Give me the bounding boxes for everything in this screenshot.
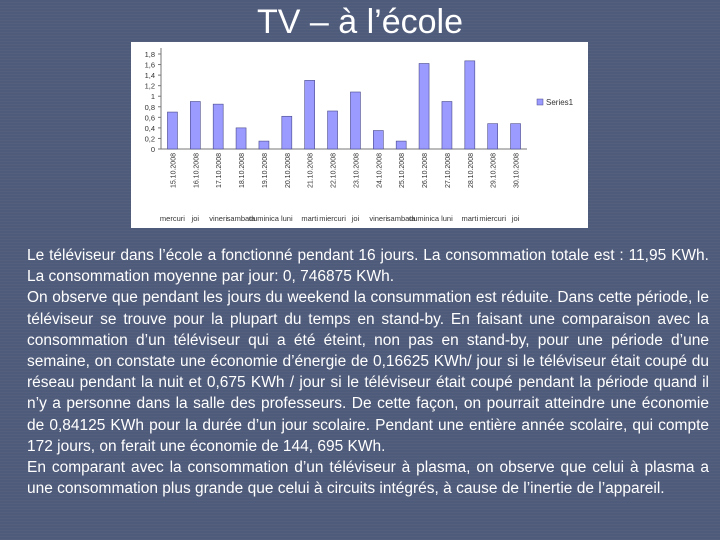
x-date-label: 18.10.2008 — [239, 153, 247, 189]
x-date-label: 19.10.2008 — [261, 153, 269, 189]
paragraph-1: Le téléviseur dans l’école a fonctionné pendant 16 jours. La consommation totale est : 11,95 KWh. La consommation moyenne par jour: 0, 746875 KWh. — [27, 247, 709, 286]
bar — [465, 61, 475, 149]
bar — [213, 104, 223, 149]
legend-swatch — [537, 99, 543, 105]
x-date-label: 15.10.2008 — [170, 153, 178, 189]
x-day-label: vineri — [209, 214, 228, 223]
x-date-label: 27.10.2008 — [444, 153, 452, 189]
y-tick-label: 1,6 — [144, 60, 155, 70]
bar — [350, 92, 360, 149]
bar — [419, 64, 429, 150]
y-tick-label: 1,4 — [144, 71, 155, 81]
x-day-label: miercuri — [479, 214, 507, 223]
x-day-label: joi — [511, 214, 520, 223]
bar — [236, 128, 246, 149]
bar — [167, 112, 177, 149]
y-tick-label: 1 — [150, 92, 155, 102]
x-date-label: 20.10.2008 — [284, 153, 292, 189]
bar — [442, 102, 452, 150]
bar-chart — [131, 42, 588, 228]
x-day-label: sambata — [386, 214, 416, 223]
x-day-label: miercuri — [319, 214, 346, 223]
x-day-label: mercuri — [159, 214, 185, 223]
y-tick-label: 1,2 — [144, 81, 155, 91]
bar — [396, 141, 406, 149]
bar — [190, 102, 200, 150]
x-day-label: marti — [301, 214, 319, 223]
body-text — [27, 245, 709, 499]
x-date-label: 28.10.2008 — [467, 153, 475, 189]
x-date-label: 16.10.2008 — [193, 153, 201, 189]
paragraph-3: En comparant avec la consommation d’un téléviseur à plasma, on observe que celui à plasma a une consommation plus grande que celui à circuits intégrés, à cause de l’inertie de l’appareil. — [27, 459, 709, 498]
x-day-label: marti — [461, 214, 479, 223]
slide-title: TV – à l’école — [257, 3, 463, 41]
x-date-label: 25.10.2008 — [399, 153, 407, 189]
y-tick-label: 0,2 — [144, 134, 155, 144]
bar — [488, 124, 498, 149]
x-date-label: 26.10.2008 — [422, 153, 430, 189]
x-date-label: 21.10.2008 — [307, 153, 315, 189]
y-tick-label: 0,8 — [144, 102, 155, 112]
y-tick-label: 0,6 — [144, 113, 155, 123]
x-day-label: vineri — [369, 214, 388, 223]
bar — [305, 80, 315, 149]
legend-label: Series1 — [546, 98, 574, 107]
x-date-label: 22.10.2008 — [330, 153, 338, 189]
x-day-label: joi — [351, 214, 360, 223]
x-date-label: 23.10.2008 — [353, 153, 361, 189]
y-tick-label: 0 — [150, 145, 155, 154]
paragraph-2: On observe que pendant les jours du weekend la consummation est réduite. Dans cette période, le téléviseur se trouve pour la plupart du temps en stand-by. En faisant une comparaison avec la consommation d’un téléviseur qui a été éteint, non pas en stand-by, pour une période d’une semaine, on constate une économie d’énergie de 0,16625 KWh/ jour si le téléviseur était coupé du réseau pendant la nuit et 0,675 KWh / jour si le téléviseur était coupé pendant la période quand il n’y a personne dans la salle des professeurs. De cette façon, on pourrait atteindre une économie de 0,84125 KWh pour la durée d’un jour scolaire. Pendant une entière année scolaire, qui compte 172 jours, on ferait une économie de 144, 695 KWh. — [27, 289, 709, 455]
x-day-label: luni — [280, 214, 293, 223]
chart-svg — [131, 42, 588, 228]
x-date-label: 29.10.2008 — [490, 153, 498, 189]
bar — [511, 124, 521, 149]
x-date-label: 30.10.2008 — [513, 153, 521, 189]
x-date-label: 24.10.2008 — [376, 153, 384, 189]
y-tick-label: 1,8 — [144, 50, 155, 59]
x-day-label: duminica — [248, 214, 279, 223]
x-day-label: duminica — [409, 214, 440, 223]
x-day-label: sambata — [226, 214, 256, 223]
bar — [373, 131, 383, 149]
x-day-label: luni — [441, 214, 453, 223]
x-date-label: 17.10.2008 — [216, 153, 224, 189]
x-day-label: joi — [191, 214, 200, 223]
bar — [328, 111, 338, 149]
bar — [259, 141, 269, 149]
y-tick-label: 0,4 — [144, 123, 155, 133]
bar — [282, 116, 292, 149]
